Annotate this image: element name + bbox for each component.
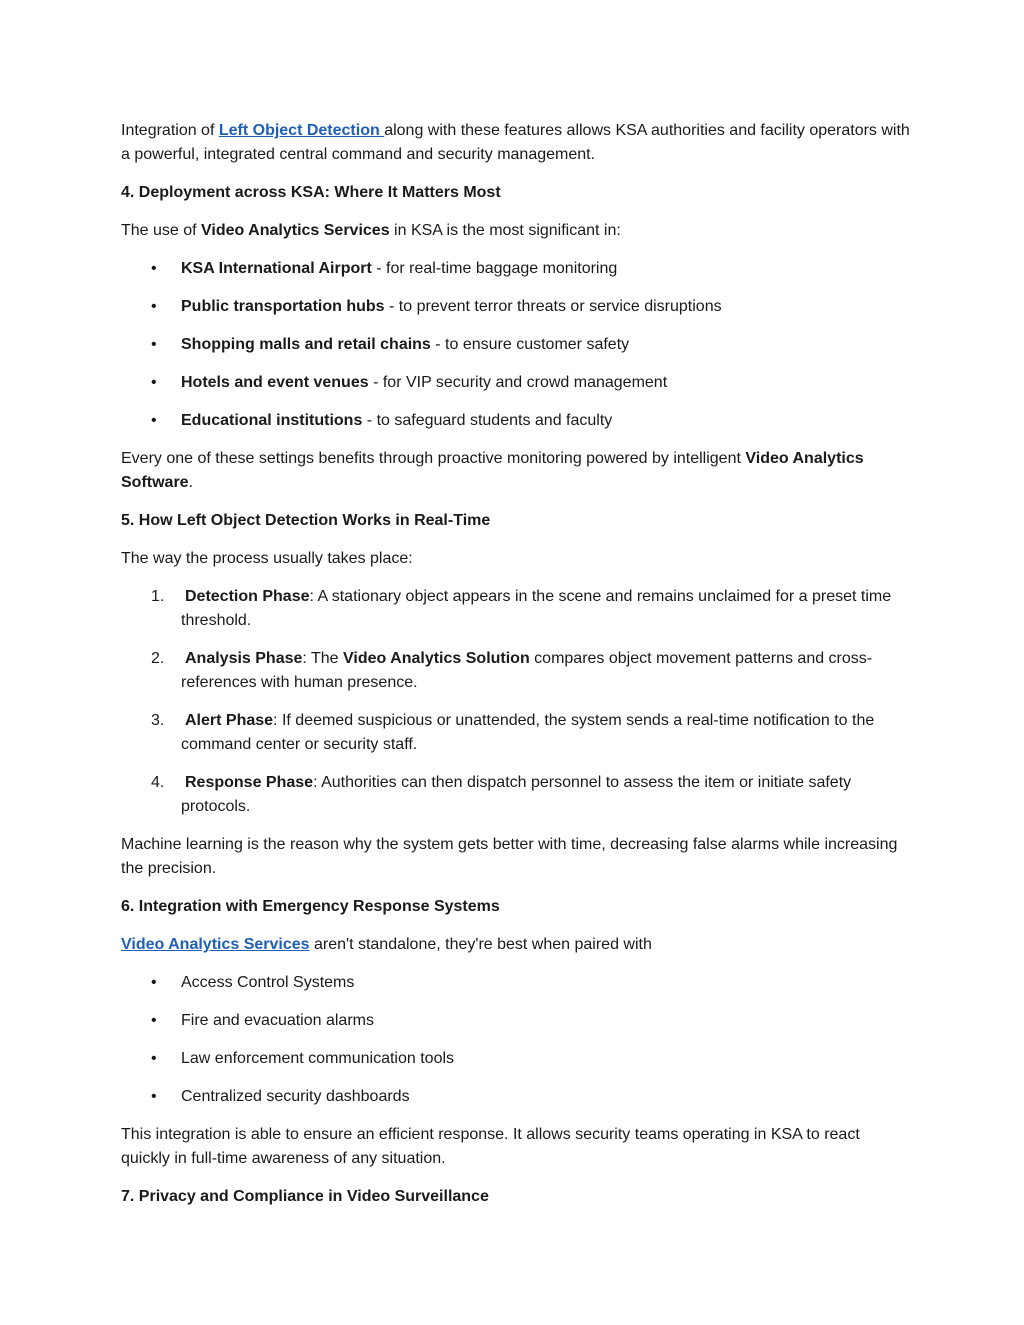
step-number: 4. <box>151 774 165 791</box>
step-title: Alert Phase <box>185 712 274 729</box>
lead-text-end: in KSA is the most significant in: <box>389 222 621 239</box>
closing-period: . <box>188 474 194 491</box>
section-6-lead <box>121 933 911 957</box>
lead-text-end: aren't standalone, they're best when paired with <box>309 936 652 953</box>
step-number: 2. <box>151 650 165 667</box>
intro-text-start: Integration of <box>121 122 219 139</box>
list-item: • Access Control Systems <box>121 971 911 995</box>
item-bold: KSA International Airport <box>181 260 372 277</box>
step-text: : A stationary object appears in the scene and remains unclaimed for a preset time threshold. <box>181 588 892 629</box>
step-title: Analysis Phase <box>185 650 303 667</box>
item-text: - for real-time baggage monitoring <box>371 260 618 277</box>
lead-bold: Video Analytics Services <box>201 222 390 239</box>
step-bold: Video Analytics Solution <box>343 650 530 667</box>
list-item <box>121 257 911 281</box>
step-title: Detection Phase <box>185 588 310 605</box>
list-item <box>121 333 911 357</box>
step-number: 3. <box>151 712 165 729</box>
step-number: 1. <box>151 588 165 605</box>
section-6-heading: 6. Integration with Emergency Response Systems <box>121 898 500 915</box>
list-item <box>121 771 911 819</box>
left-object-detection-link[interactable]: Left Object Detection <box>218 122 385 139</box>
step-text: : If deemed suspicious or unattended, the system sends a real-time notification to the command center or security staff. <box>181 712 875 753</box>
list-item <box>121 709 911 757</box>
list-item: • Fire and evacuation alarms <box>121 1009 911 1033</box>
deployment-list <box>121 257 911 433</box>
item-bold: Educational institutions <box>181 412 363 429</box>
section-4-lead <box>121 219 911 243</box>
integration-list <box>121 971 911 1109</box>
item-text: - to ensure customer safety <box>430 336 630 353</box>
list-item: • Law enforcement communication tools <box>121 1047 911 1071</box>
step-text-start: : The <box>302 650 344 667</box>
list-item: • Centralized security dashboards <box>121 1085 911 1109</box>
intro-paragraph <box>121 119 911 167</box>
section-5-closing: Machine learning is the reason why the system gets better with time, decreasing false alarms while increasing the precision. <box>121 836 898 877</box>
step-text: : Authorities can then dispatch personnel to assess the item or initiate safety protocols. <box>181 774 852 815</box>
document-page <box>121 119 911 1223</box>
step-text: compares object movement patterns and cross-references with human presence. <box>181 650 873 691</box>
list-item <box>121 295 911 319</box>
section-7-heading: 7. Privacy and Compliance in Video Surveillance <box>121 1188 489 1205</box>
intro-text-end: along with these features allows KSA authorities and facility operators with a powerful, integrated central command and security management. <box>121 122 910 163</box>
item-bold: Shopping malls and retail chains <box>181 336 431 353</box>
step-title: Response Phase <box>185 774 314 791</box>
closing-text: Every one of these settings benefits through proactive monitoring powered by intelligent <box>121 450 746 467</box>
video-analytics-services-link[interactable]: Video Analytics Services <box>121 936 310 953</box>
item-text: - for VIP security and crowd management <box>368 374 668 391</box>
section-4-closing <box>121 447 911 495</box>
list-item <box>121 371 911 395</box>
closing-bold: Video Analytics Software <box>121 450 864 491</box>
process-steps-list <box>121 585 911 819</box>
lead-text: The use of <box>121 222 202 239</box>
item-text: - to safeguard students and faculty <box>362 412 613 429</box>
item-text: - to prevent terror threats or service disruptions <box>384 298 722 315</box>
section-5-heading: 5. How Left Object Detection Works in Real-Time <box>121 512 491 529</box>
item-bold: Public transportation hubs <box>181 298 385 315</box>
item-bold: Hotels and event venues <box>181 374 369 391</box>
section-5-lead: The way the process usually takes place: <box>121 550 413 567</box>
section-6-closing: This integration is able to ensure an efficient response. It allows security teams operating in KSA to react quickly in full-time awareness of any situation. <box>121 1126 860 1167</box>
list-item <box>121 409 911 433</box>
list-item <box>121 585 911 633</box>
list-item <box>121 647 911 695</box>
section-4-heading: 4. Deployment across KSA: Where It Matters Most <box>121 184 501 201</box>
